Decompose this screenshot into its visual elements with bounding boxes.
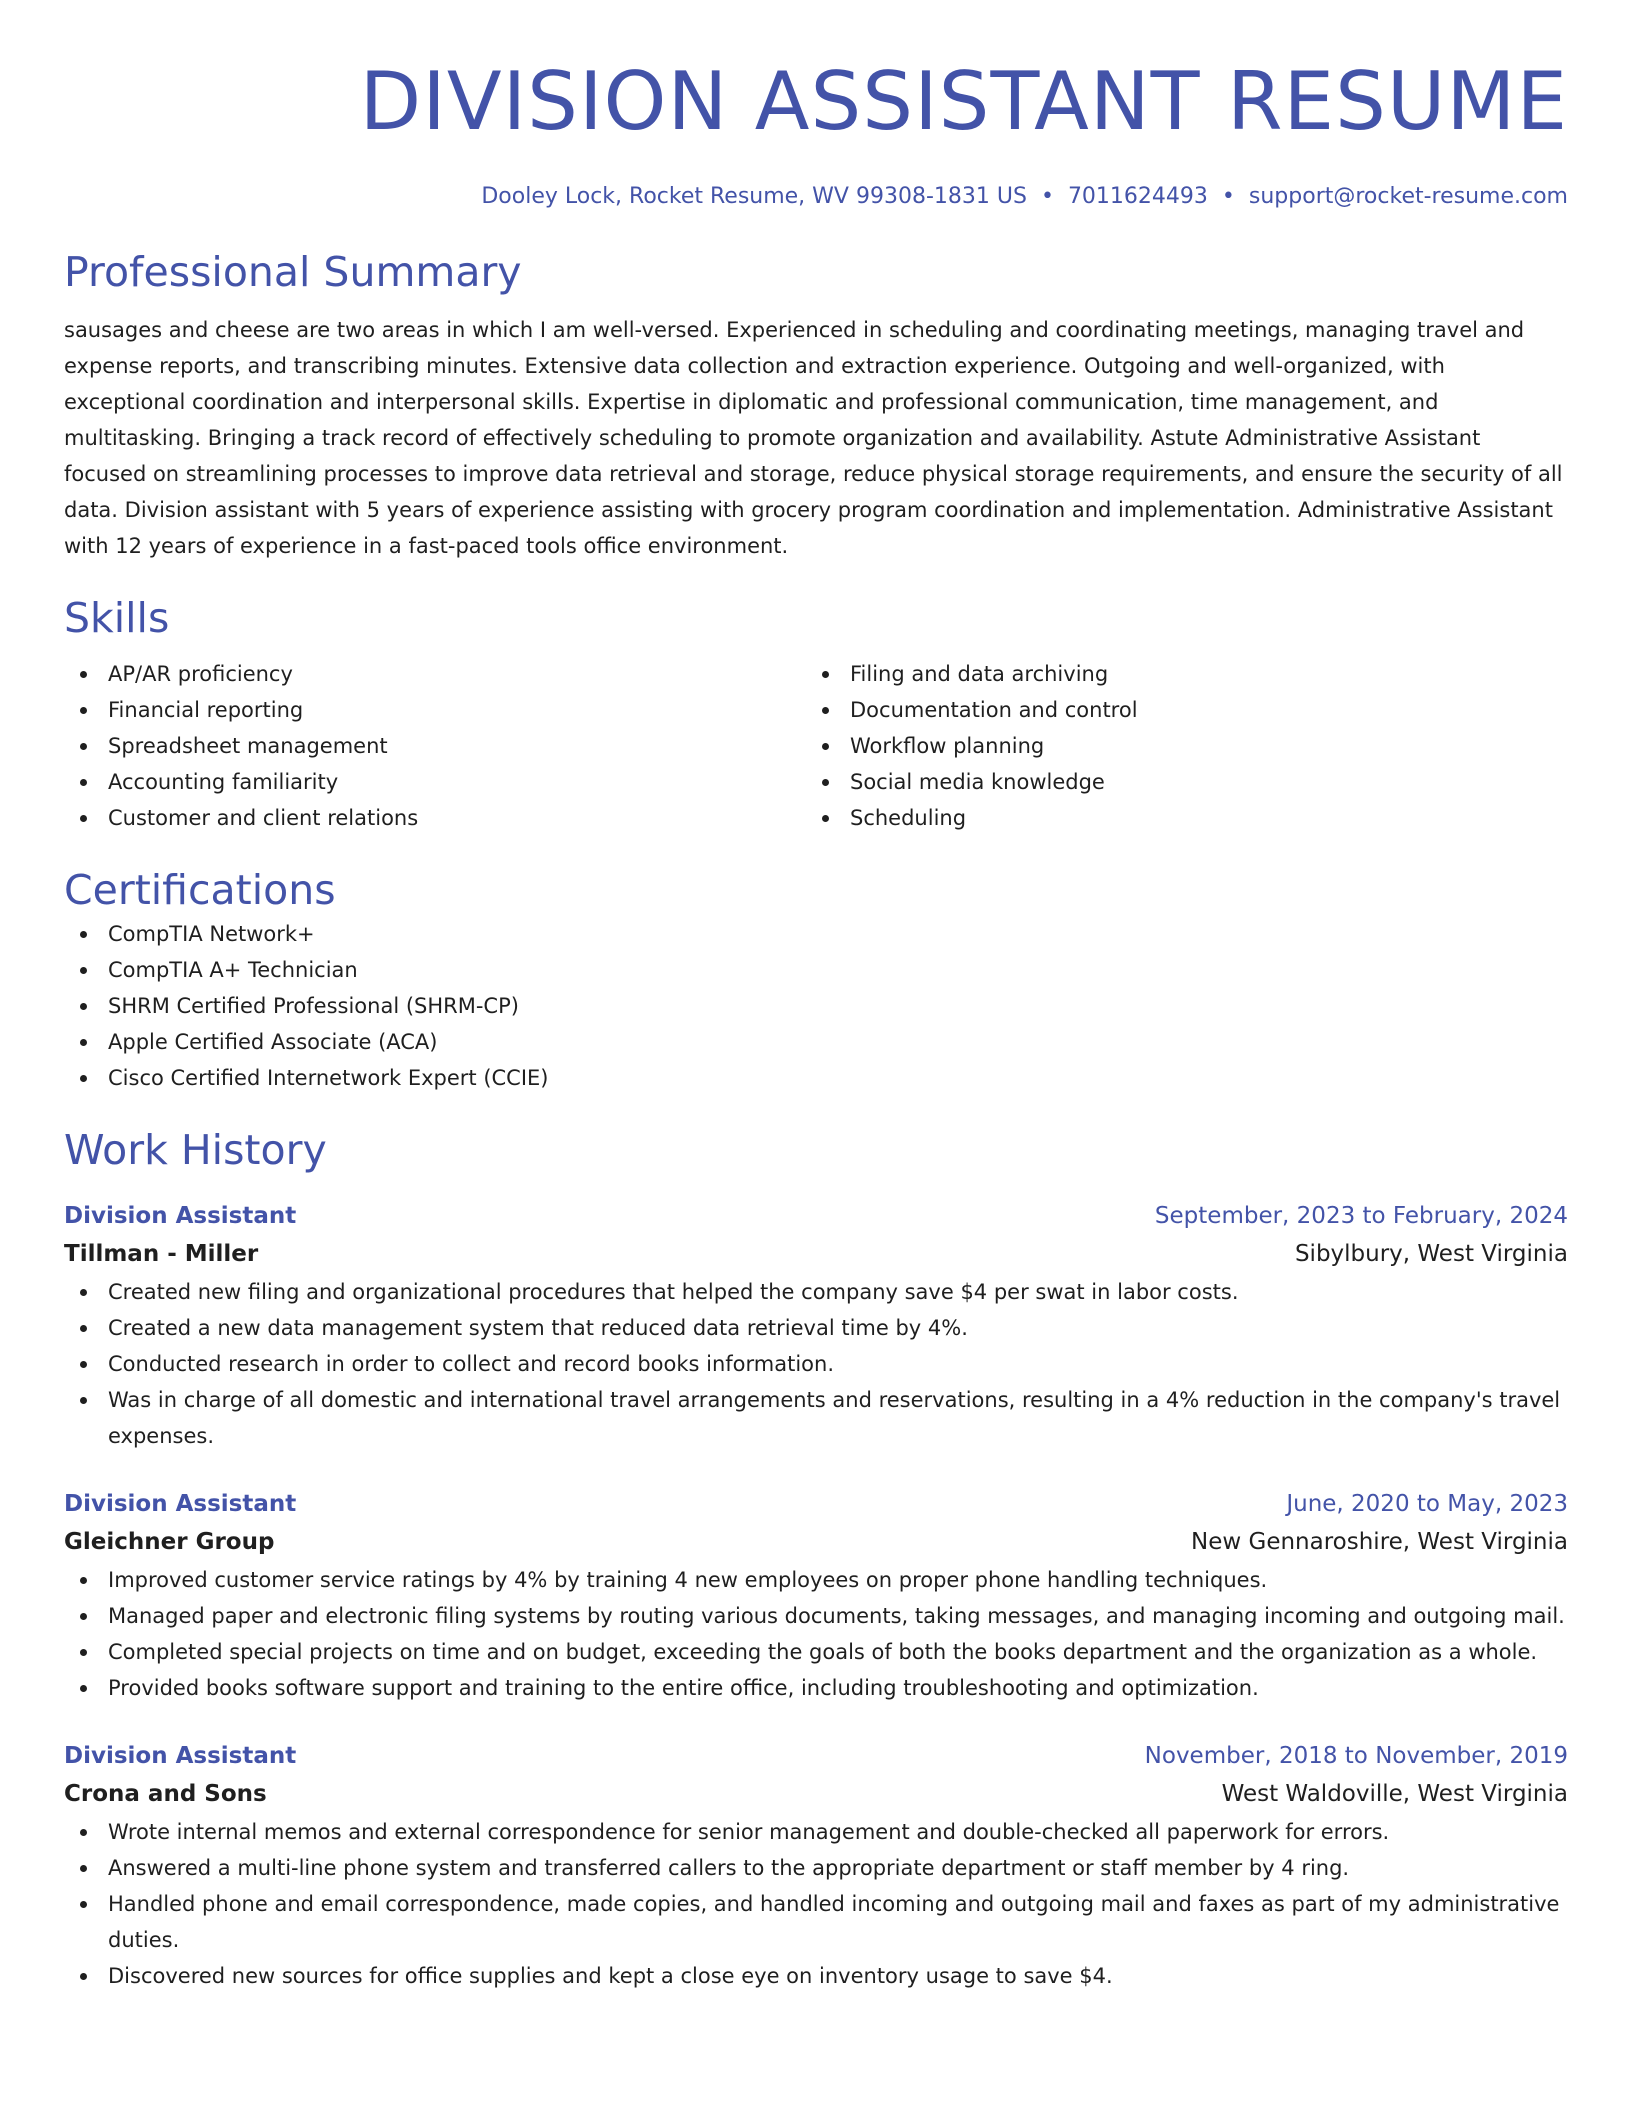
skill-item: Financial reporting (64, 692, 806, 728)
skill-item: Scheduling (806, 800, 1548, 836)
job-company-row (64, 1522, 1568, 1562)
job-company: Crona and Sons (64, 1781, 267, 1807)
job-location: New Gennaroshire, West Virginia (1191, 1529, 1568, 1555)
job-entry (64, 1198, 1568, 1454)
job-bullet: Created new filing and organizational procedures that helped the company save $4 per swat in labor costs. (64, 1274, 1568, 1310)
job-company-row (64, 1234, 1568, 1274)
skills-list-right (806, 656, 1548, 836)
resume-page (64, 0, 1568, 1994)
contact-separator: • (1040, 184, 1054, 209)
certifications-list (64, 916, 1568, 1096)
summary-text: sausages and cheese are two areas in which I am well-versed. Experienced in scheduling and coordinating meetings, managing travel and expense reports, and transcribing minutes. Extensive data collection and extraction experience. Outgoing and well-organized, with exceptional coordination and interpersonal skills. Expertise in diplomatic and professional communication, time management, and multitasking. Bringing a track record of effectively scheduling to promote organization and availability. Astute Administrative Assistant focused on streamlining processes to improve data retrieval and storage, reduce physical storage requirements, and ensure the security of all data. Division assistant with 5 years of experience assisting with grocery program coordination and implementation. Administrative Assistant with 12 years of experience in a fast-paced tools office environment. (64, 318, 1563, 558)
summary-heading: Professional Summary (64, 248, 522, 296)
job-role-row (64, 1198, 1568, 1234)
job-bullet: Wrote internal memos and external correspondence for senior management and double-checked all paperwork for errors. (64, 1814, 1568, 1850)
skills-column-left (64, 656, 806, 836)
skills-list-left (64, 656, 806, 836)
job-bullets (64, 1274, 1568, 1454)
job-company: Gleichner Group (64, 1529, 275, 1555)
skill-item: AP/AR proficiency (64, 656, 806, 692)
skills-column-right (806, 656, 1548, 836)
contact-email: support@rocket-resume.com (1248, 184, 1568, 209)
skill-item: Social media knowledge (806, 764, 1548, 800)
certification-item: Apple Certified Associate (ACA) (64, 1024, 1568, 1060)
certification-item: CompTIA A+ Technician (64, 952, 1568, 988)
job-bullet: Was in charge of all domestic and international travel arrangements and reservations, resulting in a 4% reduction in the company's travel expenses. (64, 1382, 1568, 1454)
skill-item: Documentation and control (806, 692, 1548, 728)
certification-item: SHRM Certified Professional (SHRM-CP) (64, 988, 1568, 1024)
contact-phone: 7011624493 (1067, 184, 1208, 209)
certification-item: CompTIA Network+ (64, 916, 1568, 952)
job-dates: September, 2023 to February, 2024 (1154, 1203, 1568, 1229)
job-location: Sibylbury, West Virginia (1294, 1241, 1568, 1267)
job-bullet: Managed paper and electronic filing systems by routing various documents, taking messages, and managing incoming and outgoing mail. (64, 1598, 1568, 1634)
skill-item: Workflow planning (806, 728, 1548, 764)
job-bullet: Discovered new sources for office supplies and kept a close eye on inventory usage to save $4. (64, 1958, 1568, 1994)
skill-item: Customer and client relations (64, 800, 806, 836)
job-company-row (64, 1774, 1568, 1814)
contact-address: Dooley Lock, Rocket Resume, WV 99308-1831 US (481, 184, 1027, 209)
job-role: Division Assistant (64, 1743, 297, 1769)
job-role: Division Assistant (64, 1203, 297, 1229)
skill-item: Filing and data archiving (806, 656, 1548, 692)
job-bullet: Handled phone and email correspondence, made copies, and handled incoming and outgoing mail and faxes as part of my administrative duties. (64, 1886, 1568, 1958)
job-bullet: Completed special projects on time and on budget, exceeding the goals of both the books department and the organization as a whole. (64, 1634, 1568, 1670)
job-role-row (64, 1738, 1568, 1774)
job-dates: June, 2020 to May, 2023 (1286, 1491, 1568, 1517)
skills-grid (64, 656, 1568, 836)
job-bullet: Answered a multi-line phone system and transferred callers to the appropriate department or staff member by 4 ring. (64, 1850, 1568, 1886)
certification-item: Cisco Certified Internetwork Expert (CCIE) (64, 1060, 1568, 1096)
job-role-row (64, 1486, 1568, 1522)
resume-header (64, 0, 1568, 214)
job-dates: November, 2018 to November, 2019 (1144, 1743, 1568, 1769)
certifications-heading: Certifications (64, 866, 336, 914)
resume-title: DIVISION ASSISTANT RESUME (359, 55, 1568, 148)
job-role: Division Assistant (64, 1491, 297, 1517)
skill-item: Spreadsheet management (64, 728, 806, 764)
job-bullet: Provided books software support and training to the entire office, including troubleshooting and optimization. (64, 1670, 1568, 1706)
skill-item: Accounting familiarity (64, 764, 806, 800)
job-entry (64, 1738, 1568, 1994)
job-bullet: Improved customer service ratings by 4% by training 4 new employees on proper phone handling techniques. (64, 1562, 1568, 1598)
job-bullets (64, 1814, 1568, 1994)
job-bullet: Created a new data management system that reduced data retrieval time by 4%. (64, 1310, 1568, 1346)
job-entry (64, 1486, 1568, 1706)
work-history-heading: Work History (64, 1126, 327, 1174)
job-bullet: Conducted research in order to collect and record books information. (64, 1346, 1568, 1382)
job-bullets (64, 1562, 1568, 1706)
job-company: Tillman - Miller (64, 1241, 259, 1267)
job-location: West Waldoville, West Virginia (1221, 1781, 1568, 1807)
skills-heading: Skills (64, 594, 170, 642)
contact-separator: • (1221, 184, 1235, 209)
contact-line (64, 180, 1568, 214)
